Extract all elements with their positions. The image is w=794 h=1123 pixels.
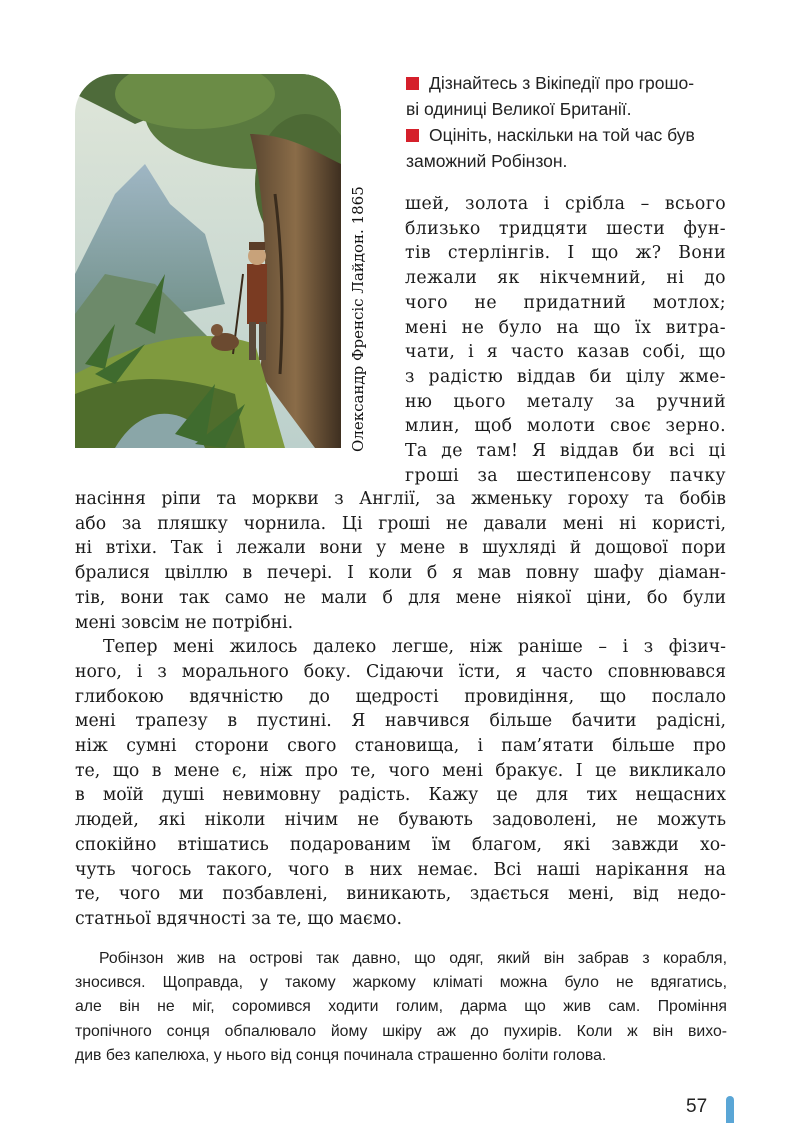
engraving-picture xyxy=(75,74,341,448)
text-line: ню цього металу за ручний xyxy=(405,391,726,412)
side-note xyxy=(75,947,727,1068)
text-line: мені трапезу в пустині. Я навчився більше бачити радісні, xyxy=(75,711,726,732)
text-line: тів стерлінгів. І що ж? Вони xyxy=(405,243,726,264)
text-line: Та де там! Я віддав би всі ці xyxy=(405,441,726,462)
text-line: насіння ріпи та моркви з Англії, за жменьку гороху та бобів xyxy=(75,489,726,509)
text-line: статньої вдячності за те, що маємо. xyxy=(75,908,403,929)
paragraph xyxy=(75,635,726,931)
text-line: близько тридцяти шести фун- xyxy=(405,218,726,239)
task-line: заможний Робінзон. xyxy=(406,151,568,171)
note-line: тропічного сонця обпалювало йому шкіру аж до пухирів. Коли ж він вихо- xyxy=(75,1022,727,1040)
paragraph xyxy=(75,487,726,635)
text-line: людей, які ніколи нічим не бувають задоволені, не можуть xyxy=(75,810,726,831)
text-line: бралися цвіллю в печері. І коли б я мав повну шафу діаман- xyxy=(75,563,726,584)
task-item xyxy=(406,122,736,174)
text-line: шей, золота і срібла – всього xyxy=(405,194,726,214)
note-line: див без капелюха, у нього від сонця починала страшенно боліти голова. xyxy=(75,1046,607,1064)
text-line: чати, і я часто казав собі, що xyxy=(405,342,726,363)
text-full-width xyxy=(75,487,726,932)
text-line: гроші за шестипенсову пачку xyxy=(405,465,726,486)
task-line: Дізнайтесь з Вікіпедії про грошо- xyxy=(429,73,695,93)
text-line: ного, і з морального боку. Сідаючи їсти, я часто сповнювався xyxy=(75,661,726,682)
page-edge-tab xyxy=(726,1096,734,1123)
text-line: чуть чогось такого, чого в них немає. Всі наші нарікання на xyxy=(75,859,726,880)
text-line: лежали як нікчемний, ні до xyxy=(405,268,726,289)
text-line: ніж сумні сторони свого становища, і пам’ятати більше про xyxy=(75,736,726,757)
page-number: 57 xyxy=(686,1096,708,1117)
caption-text: Олександр Френсіс Лайдон. 1865 xyxy=(349,186,367,452)
text-line: в моїй душі невимовну радість. Кажу це для тих нещасних xyxy=(75,785,726,806)
text-line: мені зовсім не потрібні. xyxy=(75,612,294,633)
note-line: Робінзон жив на острові так давно, що одяг, який він забрав з корабля, xyxy=(99,950,727,967)
red-square-bullet-icon xyxy=(406,129,419,142)
task-line: ві одиниці Великої Британії. xyxy=(406,99,632,119)
text-line: Тепер мені жилось далеко легше, ніж раніше – і з фізич- xyxy=(103,637,726,658)
text-line: те, що в мене є, ніж про те, чого мені бракує. І це викликало xyxy=(75,760,726,781)
task-list xyxy=(406,70,736,174)
note-line: але він не міг, соромився ходити голим, дарма що жив сам. Проміння xyxy=(75,998,727,1016)
red-square-bullet-icon xyxy=(406,77,419,90)
text-line: млин, щоб молоти своє зерно. xyxy=(405,416,726,437)
text-line: глибокою вдячністю до щедрості провидіння, що послало xyxy=(75,686,726,707)
text-line: ні втіхи. Так і лежали вони у мене в шухляді й дощової пори xyxy=(75,538,726,559)
note-line: зносився. Щоправда, у такому жаркому кліматі можна було не вдягатись, xyxy=(75,974,727,992)
text-line: з радістю віддав би цілу жме- xyxy=(405,366,726,387)
illustration-caption xyxy=(338,186,378,452)
illustration-robinson xyxy=(75,74,341,448)
text-line: спокійно втішатись подарованим їм благом, які завжди хо- xyxy=(75,834,726,855)
text-line: тів, вони так само не мали б для мене ніякої ціни, бо були xyxy=(75,587,726,608)
text-line: те, чого ми позбавлені, виникають, здається мені, від недо- xyxy=(75,884,726,905)
task-line: Оцініть, наскільки на той час був xyxy=(429,125,695,145)
text-line: мені не було на що їх витра- xyxy=(405,317,726,338)
text-column xyxy=(405,192,726,488)
task-item xyxy=(406,70,736,122)
text-line: або за пляшку чорнила. Ці гроші не давали мені ні користі, xyxy=(75,513,726,534)
text-line: чого не придатний мотлох; xyxy=(405,292,726,313)
